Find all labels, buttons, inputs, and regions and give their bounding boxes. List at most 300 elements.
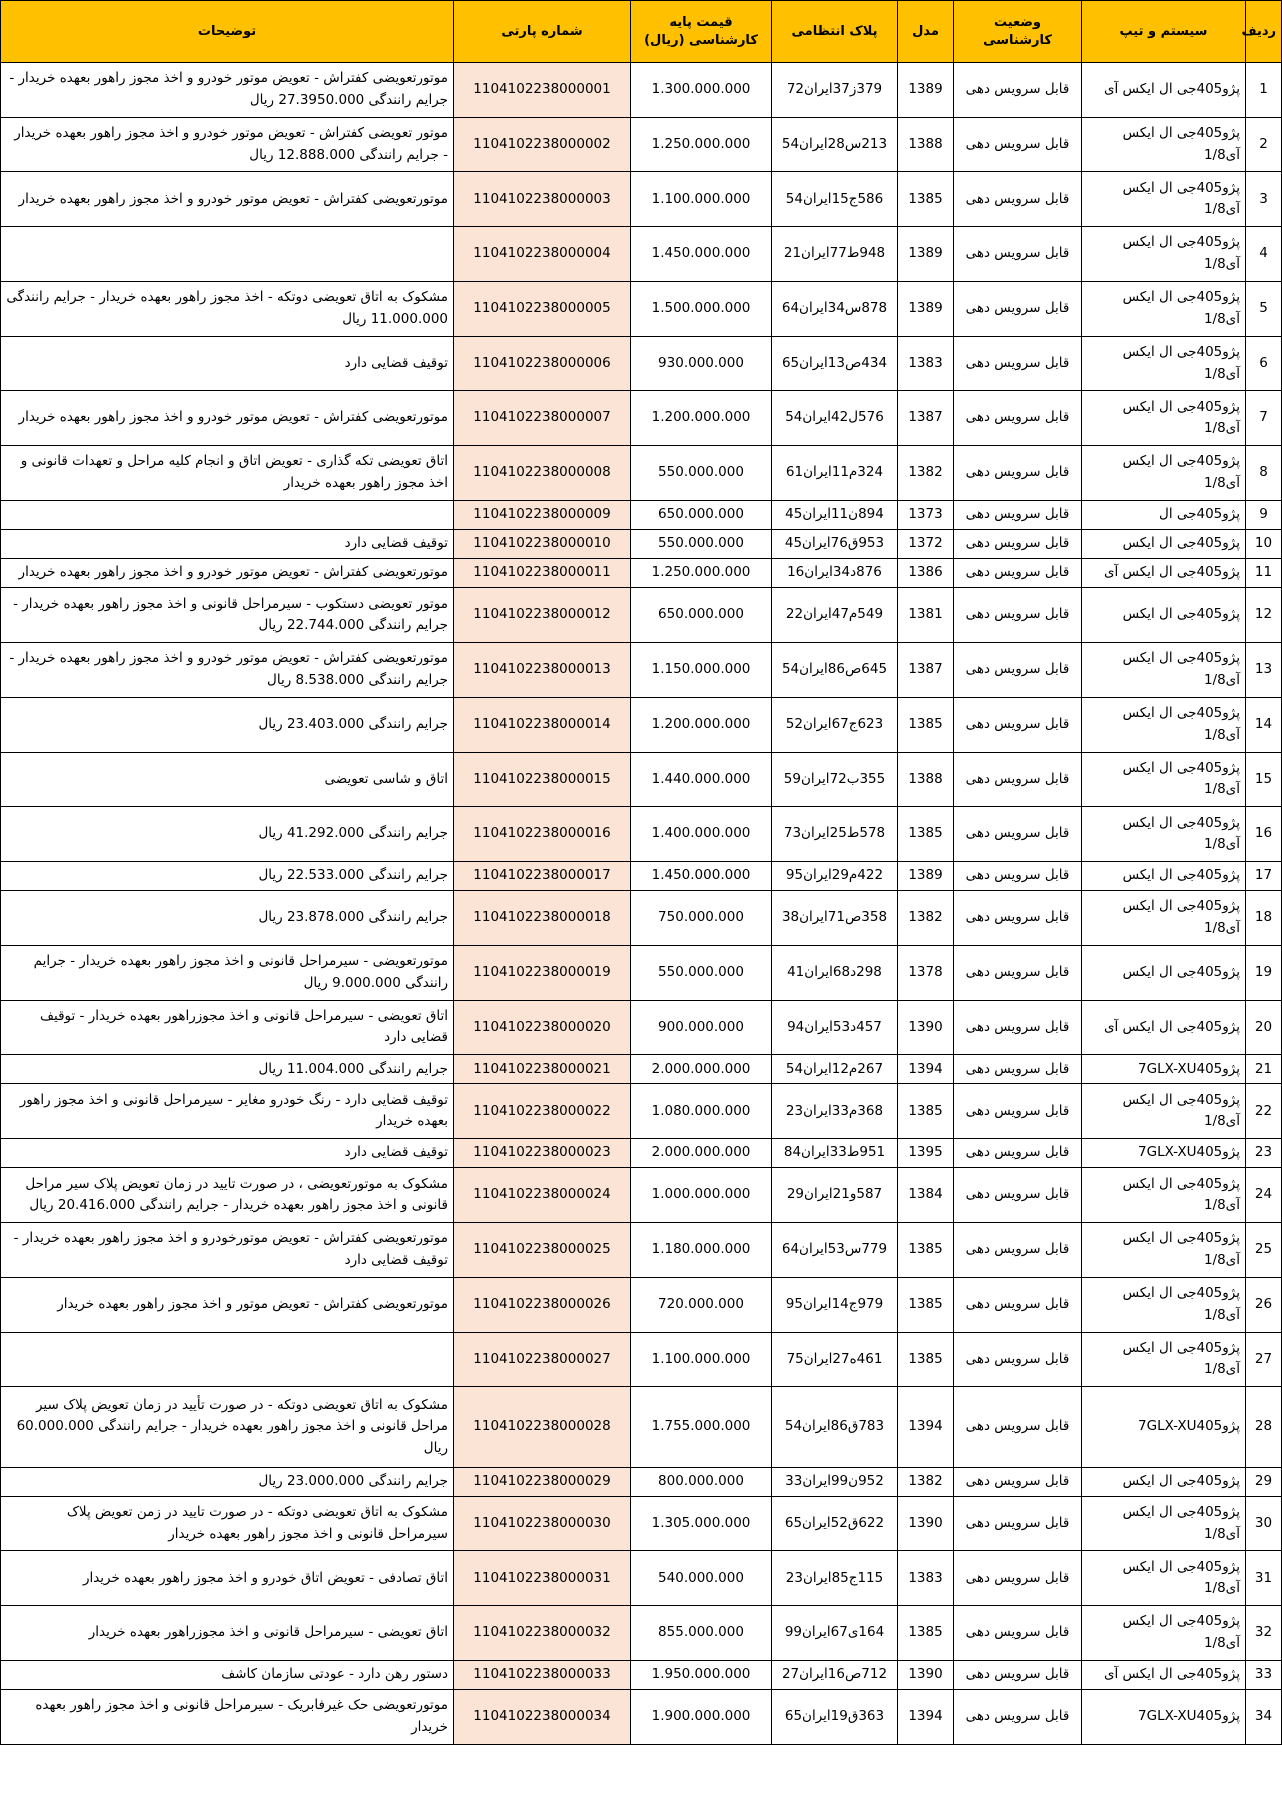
table-row — [1, 530, 1282, 559]
model-year-cell: 1390 — [898, 1660, 954, 1689]
expert-status-cell: قابل سرویس دهی — [954, 1467, 1082, 1496]
license-plate-cell: 878س34ایران64 — [772, 281, 898, 336]
license-plate-cell: 953ق76ایران45 — [772, 530, 898, 559]
description-cell: مشکوک به موتورتعویضی ، در صورت تایید در زمان تعویض پلاک سیر مراحل قانونی و اخذ مجوز راهور بعهده خریدار - جرایم رانندگی 20.416.000 ریال — [1, 1168, 454, 1223]
license-plate-cell: 979ج14ایران95 — [772, 1277, 898, 1332]
license-plate-cell: 645ص86ایران54 — [772, 643, 898, 698]
lot-number-cell: 1104102238000024 — [454, 1168, 631, 1223]
license-plate-cell: 576ل42ایران54 — [772, 391, 898, 446]
system-type-cell: پژو405جی ال ایکس آی1/8 — [1082, 752, 1246, 807]
model-year-cell: 1385 — [898, 1606, 954, 1661]
row-number-cell: 17 — [1246, 861, 1282, 890]
system-type-cell: پژو405جی ال ایکس آی — [1082, 1000, 1246, 1055]
base-price-cell: 550.000.000 — [631, 446, 772, 501]
description-cell: توقیف قضایی دارد — [1, 1139, 454, 1168]
table-row — [1, 1387, 1282, 1467]
row-number-cell: 25 — [1246, 1223, 1282, 1278]
table-row — [1, 891, 1282, 946]
expert-status-cell: قابل سرویس دهی — [954, 1690, 1082, 1745]
system-type-cell: پژو7GLX-XU405 — [1082, 1387, 1246, 1467]
model-year-cell: 1383 — [898, 336, 954, 391]
model-year-cell: 1382 — [898, 1467, 954, 1496]
model-year-cell: 1385 — [898, 1332, 954, 1387]
system-type-cell: پژو7GLX-XU405 — [1082, 1055, 1246, 1084]
table-row — [1, 336, 1282, 391]
expert-status-cell: قابل سرویس دهی — [954, 1000, 1082, 1055]
description-cell: موتورتعویضی حک غیرفابریک - سیرمراحل قانونی و اخذ مجوز راهور بعهده خریدار — [1, 1690, 454, 1745]
lot-number-cell: 1104102238000032 — [454, 1606, 631, 1661]
header-description: توضیحات — [1, 1, 454, 63]
system-type-cell: پژو405جی ال ایکس — [1082, 861, 1246, 890]
description-cell: موتورتعویضی کفتراش - تعویض موتور خودرو و اخذ مجوز راهور بعهده خریدار - جرایم رانندگی 8.538.000 ریال — [1, 643, 454, 698]
base-price-cell: 855.000.000 — [631, 1606, 772, 1661]
lot-number-cell: 1104102238000001 — [454, 63, 631, 118]
row-number-cell: 15 — [1246, 752, 1282, 807]
license-plate-cell: 461ه27ایران75 — [772, 1332, 898, 1387]
expert-status-cell: قابل سرویس دهی — [954, 336, 1082, 391]
description-cell — [1, 227, 454, 282]
table-row — [1, 1000, 1282, 1055]
description-cell: اتاق و شاسی تعویضی — [1, 752, 454, 807]
license-plate-cell: 712ص16ایران27 — [772, 1660, 898, 1689]
lot-number-cell: 1104102238000033 — [454, 1660, 631, 1689]
description-cell: اتاق تعویضی - سیرمراحل قانونی و اخذ مجوزراهور بعهده خریدار — [1, 1606, 454, 1661]
license-plate-cell: 267م12ایران54 — [772, 1055, 898, 1084]
table-row — [1, 63, 1282, 118]
base-price-cell: 1.080.000.000 — [631, 1084, 772, 1139]
base-price-cell: 930.000.000 — [631, 336, 772, 391]
row-number-cell: 2 — [1246, 117, 1282, 172]
system-type-cell: پژو405جی ال ایکس آی1/8 — [1082, 807, 1246, 862]
model-year-cell: 1382 — [898, 891, 954, 946]
row-number-cell: 28 — [1246, 1387, 1282, 1467]
license-plate-cell: 948ط77ایران21 — [772, 227, 898, 282]
description-cell: مشکوک به اتاق تعویضی دوتکه - در صورت تایید در زمن تعویض پلاک سیرمراحل قانونی و اخذ مجوز راهور بعهده خریدار — [1, 1496, 454, 1551]
lot-number-cell: 1104102238000020 — [454, 1000, 631, 1055]
system-type-cell: پژو405جی ال ایکس — [1082, 1467, 1246, 1496]
model-year-cell: 1386 — [898, 559, 954, 588]
license-plate-cell: 355ب72ایران59 — [772, 752, 898, 807]
table-row — [1, 1496, 1282, 1551]
model-year-cell: 1385 — [898, 1223, 954, 1278]
model-year-cell: 1385 — [898, 1277, 954, 1332]
table-row — [1, 945, 1282, 1000]
row-number-cell: 31 — [1246, 1551, 1282, 1606]
expert-status-cell: قابل سرویس دهی — [954, 446, 1082, 501]
table-body — [1, 63, 1282, 1745]
lot-number-cell: 1104102238000025 — [454, 1223, 631, 1278]
table-row — [1, 1332, 1282, 1387]
base-price-cell: 1.950.000.000 — [631, 1660, 772, 1689]
expert-status-cell: قابل سرویس دهی — [954, 1277, 1082, 1332]
expert-status-cell: قابل سرویس دهی — [954, 391, 1082, 446]
system-type-cell: پژو405جی ال ایکس — [1082, 945, 1246, 1000]
header-expert-status: وضعیت کارشناسی — [954, 1, 1082, 63]
base-price-cell: 720.000.000 — [631, 1277, 772, 1332]
model-year-cell: 1389 — [898, 227, 954, 282]
table-row — [1, 1467, 1282, 1496]
license-plate-cell: 324م11ایران61 — [772, 446, 898, 501]
description-cell: مشکوک به اتاق تعویضی دوتکه - اخذ مجوز راهور بعهده خریدار - جرایم رانندگی 11.000.000 ریال — [1, 281, 454, 336]
model-year-cell: 1384 — [898, 1168, 954, 1223]
system-type-cell: پژو405جی ال ایکس آی1/8 — [1082, 1084, 1246, 1139]
model-year-cell: 1389 — [898, 281, 954, 336]
expert-status-cell: قابل سرویس دهی — [954, 559, 1082, 588]
expert-status-cell: قابل سرویس دهی — [954, 1055, 1082, 1084]
model-year-cell: 1387 — [898, 391, 954, 446]
table-row — [1, 1084, 1282, 1139]
lot-number-cell: 1104102238000002 — [454, 117, 631, 172]
license-plate-cell: 779س53ایران64 — [772, 1223, 898, 1278]
table-row — [1, 281, 1282, 336]
lot-number-cell: 1104102238000028 — [454, 1387, 631, 1467]
table-row — [1, 1139, 1282, 1168]
base-price-cell: 1.450.000.000 — [631, 227, 772, 282]
model-year-cell: 1394 — [898, 1387, 954, 1467]
lot-number-cell: 1104102238000022 — [454, 1084, 631, 1139]
expert-status-cell: قابل سرویس دهی — [954, 1332, 1082, 1387]
description-cell: توقیف قضایی دارد - رنگ خودرو مغایر - سیرمراحل قانونی و اخذ مجوز راهور بعهده خریدار — [1, 1084, 454, 1139]
header-model-year: مدل — [898, 1, 954, 63]
license-plate-cell: 783ق86ایران54 — [772, 1387, 898, 1467]
system-type-cell: پژو405جی ال ایکس آی1/8 — [1082, 1168, 1246, 1223]
system-type-cell: پژو405جی ال ایکس آی1/8 — [1082, 697, 1246, 752]
base-price-cell: 550.000.000 — [631, 945, 772, 1000]
system-type-cell: پژو405جی ال ایکس آی1/8 — [1082, 336, 1246, 391]
base-price-cell: 1.200.000.000 — [631, 391, 772, 446]
table-row — [1, 697, 1282, 752]
description-cell: جرایم رانندگی 22.533.000 ریال — [1, 861, 454, 890]
lot-number-cell: 1104102238000011 — [454, 559, 631, 588]
header-row — [1, 1, 1282, 63]
row-number-cell: 6 — [1246, 336, 1282, 391]
license-plate-cell: 578ط25ایران73 — [772, 807, 898, 862]
base-price-cell: 1.250.000.000 — [631, 559, 772, 588]
description-cell: دستور رهن دارد - عودتی سازمان کاشف — [1, 1660, 454, 1689]
lot-number-cell: 1104102238000006 — [454, 336, 631, 391]
model-year-cell: 1385 — [898, 172, 954, 227]
model-year-cell: 1381 — [898, 588, 954, 643]
row-number-cell: 3 — [1246, 172, 1282, 227]
row-number-cell: 19 — [1246, 945, 1282, 1000]
description-cell: موتورتعویضی - سیرمراحل قانونی و اخذ مجوز راهور بعهده خریدار - جرایم رانندگی 9.000.000 ریال — [1, 945, 454, 1000]
expert-status-cell: قابل سرویس دهی — [954, 1387, 1082, 1467]
table-row — [1, 559, 1282, 588]
base-price-cell: 1.150.000.000 — [631, 643, 772, 698]
system-type-cell: پژو405جی ال ایکس آی — [1082, 63, 1246, 118]
description-cell: موتورتعویضی کفتراش - تعویض موتور خودرو و اخذ مجوز راهور بعهده خریدار - جرایم رانندگی 27.3950.000 ریال — [1, 63, 454, 118]
row-number-cell: 5 — [1246, 281, 1282, 336]
base-price-cell: 1.300.000.000 — [631, 63, 772, 118]
system-type-cell: پژو405جی ال ایکس آی — [1082, 1660, 1246, 1689]
expert-status-cell: قابل سرویس دهی — [954, 945, 1082, 1000]
description-cell: اتاق تعویضی - سیرمراحل قانونی و اخذ مجوزراهور بعهده خریدار - توقیف قضایی دارد — [1, 1000, 454, 1055]
table-row — [1, 861, 1282, 890]
base-price-cell: 1.900.000.000 — [631, 1690, 772, 1745]
expert-status-cell: قابل سرویس دهی — [954, 227, 1082, 282]
row-number-cell: 11 — [1246, 559, 1282, 588]
row-number-cell: 10 — [1246, 530, 1282, 559]
base-price-cell: 1.100.000.000 — [631, 172, 772, 227]
row-number-cell: 12 — [1246, 588, 1282, 643]
expert-status-cell: قابل سرویس دهی — [954, 1223, 1082, 1278]
license-plate-cell: 951ط33ایران84 — [772, 1139, 898, 1168]
table-row — [1, 391, 1282, 446]
description-cell: توقیف قضایی دارد — [1, 336, 454, 391]
lot-number-cell: 1104102238000014 — [454, 697, 631, 752]
system-type-cell: پژو405جی ال ایکس آی1/8 — [1082, 1551, 1246, 1606]
lot-number-cell: 1104102238000034 — [454, 1690, 631, 1745]
table-row — [1, 1055, 1282, 1084]
lot-number-cell: 1104102238000003 — [454, 172, 631, 227]
license-plate-cell: 115ج85ایران23 — [772, 1551, 898, 1606]
system-type-cell: پژو405جی ال ایکس آی1/8 — [1082, 391, 1246, 446]
system-type-cell: پژو405جی ال ایکس آی1/8 — [1082, 891, 1246, 946]
base-price-cell: 1.180.000.000 — [631, 1223, 772, 1278]
header-row-number: ردیف — [1246, 1, 1282, 63]
table-row — [1, 227, 1282, 282]
header-lot-number: شماره پارتی — [454, 1, 631, 63]
system-type-cell: پژو7GLX-XU405 — [1082, 1690, 1246, 1745]
base-price-cell: 800.000.000 — [631, 1467, 772, 1496]
row-number-cell: 21 — [1246, 1055, 1282, 1084]
license-plate-cell: 623ج67ایران52 — [772, 697, 898, 752]
table-row — [1, 172, 1282, 227]
license-plate-cell: 164ی67ایران99 — [772, 1606, 898, 1661]
row-number-cell: 23 — [1246, 1139, 1282, 1168]
lot-number-cell: 1104102238000031 — [454, 1551, 631, 1606]
row-number-cell: 8 — [1246, 446, 1282, 501]
expert-status-cell: قابل سرویس دهی — [954, 63, 1082, 118]
system-type-cell: پژو405جی ال ایکس — [1082, 588, 1246, 643]
row-number-cell: 20 — [1246, 1000, 1282, 1055]
model-year-cell: 1389 — [898, 861, 954, 890]
row-number-cell: 24 — [1246, 1168, 1282, 1223]
expert-status-cell: قابل سرویس دهی — [954, 172, 1082, 227]
row-number-cell: 30 — [1246, 1496, 1282, 1551]
license-plate-cell: 549م47ایران22 — [772, 588, 898, 643]
license-plate-cell: 876د34ایران16 — [772, 559, 898, 588]
model-year-cell: 1394 — [898, 1690, 954, 1745]
system-type-cell: پژو405جی ال ایکس آی1/8 — [1082, 1606, 1246, 1661]
lot-number-cell: 1104102238000005 — [454, 281, 631, 336]
base-price-cell: 1.200.000.000 — [631, 697, 772, 752]
expert-status-cell: قابل سرویس دهی — [954, 891, 1082, 946]
lot-number-cell: 1104102238000029 — [454, 1467, 631, 1496]
description-cell — [1, 500, 454, 529]
base-price-cell: 1.440.000.000 — [631, 752, 772, 807]
row-number-cell: 29 — [1246, 1467, 1282, 1496]
system-type-cell: پژو405جی ال ایکس آی1/8 — [1082, 643, 1246, 698]
table-row — [1, 1690, 1282, 1745]
expert-status-cell: قابل سرویس دهی — [954, 643, 1082, 698]
header-base-price: قیمت پایه کارشناسی (ریال) — [631, 1, 772, 63]
system-type-cell: پژو405جی ال ایکس آی1/8 — [1082, 117, 1246, 172]
expert-status-cell: قابل سرویس دهی — [954, 1168, 1082, 1223]
expert-status-cell: قابل سرویس دهی — [954, 530, 1082, 559]
expert-status-cell: قابل سرویس دهی — [954, 861, 1082, 890]
expert-status-cell: قابل سرویس دهی — [954, 1084, 1082, 1139]
lot-number-cell: 1104102238000019 — [454, 945, 631, 1000]
system-type-cell: پژو405جی ال ایکس آی1/8 — [1082, 1332, 1246, 1387]
license-plate-cell: 586ج15ایران54 — [772, 172, 898, 227]
model-year-cell: 1388 — [898, 752, 954, 807]
table-row — [1, 1168, 1282, 1223]
base-price-cell: 550.000.000 — [631, 530, 772, 559]
row-number-cell: 7 — [1246, 391, 1282, 446]
license-plate-cell: 368م33ایران23 — [772, 1084, 898, 1139]
system-type-cell: پژو405جی ال ایکس آی1/8 — [1082, 281, 1246, 336]
system-type-cell: پژو405جی ال ایکس — [1082, 530, 1246, 559]
base-price-cell: 1.450.000.000 — [631, 861, 772, 890]
model-year-cell: 1387 — [898, 643, 954, 698]
license-plate-cell: 952ن99ایران33 — [772, 1467, 898, 1496]
expert-status-cell: قابل سرویس دهی — [954, 1139, 1082, 1168]
description-cell: اتاق تصادفی - تعویض اتاق خودرو و اخذ مجوز راهور بعهده خریدار — [1, 1551, 454, 1606]
description-cell: موتورتعویضی کفتراش - تعویض موتور خودرو و اخذ مجوز راهور بعهده خریدار — [1, 172, 454, 227]
model-year-cell: 1388 — [898, 117, 954, 172]
lot-number-cell: 1104102238000027 — [454, 1332, 631, 1387]
lot-number-cell: 1104102238000009 — [454, 500, 631, 529]
description-cell: موتور تعویضی دستکوب - سیرمراحل قانونی و اخذ مجوز راهور بعهده خریدار - جرایم رانندگی 22.744.000 ریال — [1, 588, 454, 643]
row-number-cell: 22 — [1246, 1084, 1282, 1139]
model-year-cell: 1395 — [898, 1139, 954, 1168]
table-row — [1, 500, 1282, 529]
system-type-cell: پژو7GLX-XU405 — [1082, 1139, 1246, 1168]
table-row — [1, 588, 1282, 643]
base-price-cell: 1.755.000.000 — [631, 1387, 772, 1467]
license-plate-cell: 622ق52ایران65 — [772, 1496, 898, 1551]
license-plate-cell: 213س28ایران54 — [772, 117, 898, 172]
system-type-cell: پژو405جی ال ایکس آی1/8 — [1082, 1496, 1246, 1551]
table-row — [1, 1606, 1282, 1661]
lot-number-cell: 1104102238000016 — [454, 807, 631, 862]
system-type-cell: پژو405جی ال ایکس آی — [1082, 559, 1246, 588]
expert-status-cell: قابل سرویس دهی — [954, 1660, 1082, 1689]
row-number-cell: 27 — [1246, 1332, 1282, 1387]
description-cell — [1, 1332, 454, 1387]
base-price-cell: 1.400.000.000 — [631, 807, 772, 862]
system-type-cell: پژو405جی ال — [1082, 500, 1246, 529]
lot-number-cell: 1104102238000026 — [454, 1277, 631, 1332]
lot-number-cell: 1104102238000015 — [454, 752, 631, 807]
model-year-cell: 1373 — [898, 500, 954, 529]
model-year-cell: 1385 — [898, 1084, 954, 1139]
row-number-cell: 9 — [1246, 500, 1282, 529]
description-cell: موتورتعویضی کفتراش - تعویض موتور خودرو و اخذ مجوز راهور بعهده خریدار — [1, 559, 454, 588]
row-number-cell: 13 — [1246, 643, 1282, 698]
lot-number-cell: 1104102238000021 — [454, 1055, 631, 1084]
system-type-cell: پژو405جی ال ایکس آی1/8 — [1082, 1223, 1246, 1278]
table-row — [1, 117, 1282, 172]
base-price-cell: 2.000.000.000 — [631, 1055, 772, 1084]
description-cell: توقیف قضایی دارد — [1, 530, 454, 559]
table-row — [1, 1277, 1282, 1332]
lot-number-cell: 1104102238000010 — [454, 530, 631, 559]
system-type-cell: پژو405جی ال ایکس آی1/8 — [1082, 172, 1246, 227]
table-row — [1, 1660, 1282, 1689]
base-price-cell: 650.000.000 — [631, 588, 772, 643]
model-year-cell: 1385 — [898, 697, 954, 752]
expert-status-cell: قابل سرویس دهی — [954, 500, 1082, 529]
table-row — [1, 752, 1282, 807]
license-plate-cell: 363ق19ایران65 — [772, 1690, 898, 1745]
license-plate-cell: 298د68ایران41 — [772, 945, 898, 1000]
base-price-cell: 900.000.000 — [631, 1000, 772, 1055]
base-price-cell: 1.100.000.000 — [631, 1332, 772, 1387]
model-year-cell: 1394 — [898, 1055, 954, 1084]
system-type-cell: پژو405جی ال ایکس آی1/8 — [1082, 446, 1246, 501]
row-number-cell: 16 — [1246, 807, 1282, 862]
expert-status-cell: قابل سرویس دهی — [954, 588, 1082, 643]
row-number-cell: 4 — [1246, 227, 1282, 282]
description-cell: جرایم رانندگی 23.000.000 ریال — [1, 1467, 454, 1496]
base-price-cell: 650.000.000 — [631, 500, 772, 529]
model-year-cell: 1383 — [898, 1551, 954, 1606]
model-year-cell: 1390 — [898, 1496, 954, 1551]
row-number-cell: 32 — [1246, 1606, 1282, 1661]
lot-number-cell: 1104102238000013 — [454, 643, 631, 698]
model-year-cell: 1390 — [898, 1000, 954, 1055]
description-cell: جرایم رانندگی 41.292.000 ریال — [1, 807, 454, 862]
expert-status-cell: قابل سرویس دهی — [954, 807, 1082, 862]
description-cell: مشکوک به اتاق تعویضی دوتکه - در صورت تأیید در زمان تعویض پلاک سیر مراحل قانونی و اخذ مجوز راهور بعهده خریدار - جرایم رانندگی 60.000.000 ریال — [1, 1387, 454, 1467]
model-year-cell: 1378 — [898, 945, 954, 1000]
expert-status-cell: قابل سرویس دهی — [954, 281, 1082, 336]
lot-number-cell: 1104102238000004 — [454, 227, 631, 282]
header-system-type: سیستم و تیپ — [1082, 1, 1246, 63]
license-plate-cell: 358ص71ایران38 — [772, 891, 898, 946]
base-price-cell: 1.500.000.000 — [631, 281, 772, 336]
description-cell: موتور تعویضی کفتراش - تعویض موتور خودرو و اخذ مجوز راهور بعهده خریدار - جرایم رانندگی 12.888.000 ریال — [1, 117, 454, 172]
description-cell: اتاق تعویضی تکه گذاری - تعویض اتاق و انجام کلیه مراحل و تعهدات قانونی و اخذ مجوز راهور بعهده خریدار — [1, 446, 454, 501]
row-number-cell: 1 — [1246, 63, 1282, 118]
lot-number-cell: 1104102238000012 — [454, 588, 631, 643]
row-number-cell: 34 — [1246, 1690, 1282, 1745]
expert-status-cell: قابل سرویس دهی — [954, 697, 1082, 752]
description-cell: جرایم رانندگی 23.878.000 ریال — [1, 891, 454, 946]
row-number-cell: 26 — [1246, 1277, 1282, 1332]
table-row — [1, 807, 1282, 862]
license-plate-cell: 587و21ایران29 — [772, 1168, 898, 1223]
table-row — [1, 1551, 1282, 1606]
expert-status-cell: قابل سرویس دهی — [954, 1606, 1082, 1661]
table-row — [1, 446, 1282, 501]
lot-number-cell: 1104102238000008 — [454, 446, 631, 501]
row-number-cell: 18 — [1246, 891, 1282, 946]
expert-status-cell: قابل سرویس دهی — [954, 117, 1082, 172]
lot-number-cell: 1104102238000017 — [454, 861, 631, 890]
expert-status-cell: قابل سرویس دهی — [954, 1551, 1082, 1606]
lot-number-cell: 1104102238000007 — [454, 391, 631, 446]
base-price-cell: 540.000.000 — [631, 1551, 772, 1606]
table-row — [1, 1223, 1282, 1278]
expert-status-cell: قابل سرویس دهی — [954, 1496, 1082, 1551]
row-number-cell: 14 — [1246, 697, 1282, 752]
header-license-plate: پلاک انتظامی — [772, 1, 898, 63]
system-type-cell: پژو405جی ال ایکس آی1/8 — [1082, 227, 1246, 282]
description-cell: جرایم رانندگی 23.403.000 ریال — [1, 697, 454, 752]
expert-status-cell: قابل سرویس دهی — [954, 752, 1082, 807]
license-plate-cell: 379ز37ایران72 — [772, 63, 898, 118]
model-year-cell: 1382 — [898, 446, 954, 501]
table-row — [1, 643, 1282, 698]
lot-number-cell: 1104102238000018 — [454, 891, 631, 946]
description-cell: جرایم رانندگی 11.004.000 ریال — [1, 1055, 454, 1084]
system-type-cell: پژو405جی ال ایکس آی1/8 — [1082, 1277, 1246, 1332]
license-plate-cell: 422م29ایران95 — [772, 861, 898, 890]
license-plate-cell: 457د53ایران94 — [772, 1000, 898, 1055]
